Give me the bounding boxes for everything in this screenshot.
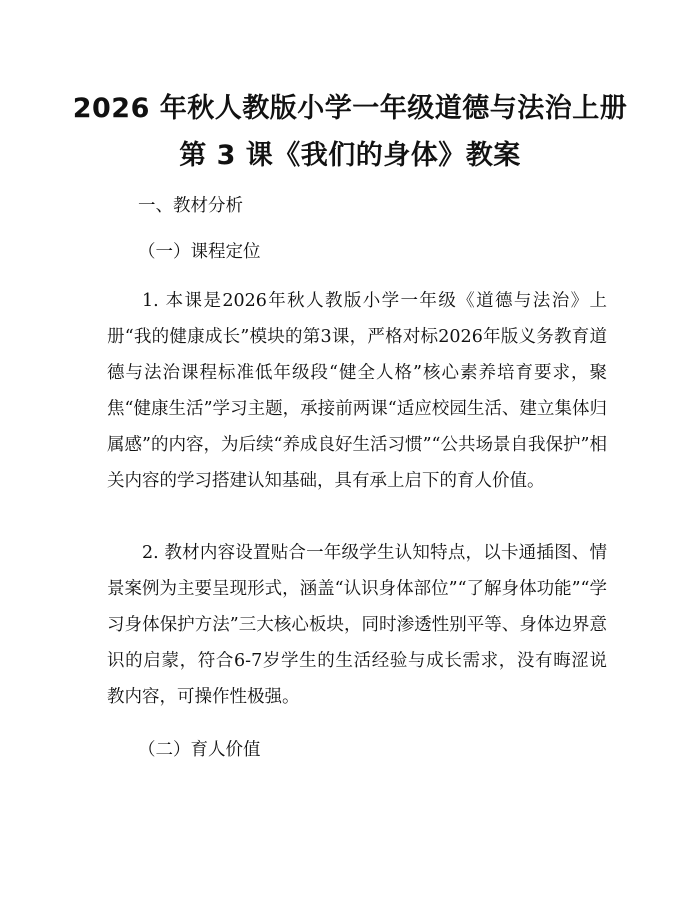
paragraph-1: 1. 本课是2026年秋人教版小学一年级《道德与法治》上册“我的健康成长”模块的第3课，严格对标2026年版义务教育道德与法治课程标准低年级段“健全人格”核心素养培育要求，聚焦“健康生活”学习主题，承接前两课“适应校园生活、建立集体归属感”的内容，为后续“养成良好生活习惯”“公共场景自我保护”相关内容的学习搭建认知基础，具有承上启下的育人价值。 <box>107 291 607 491</box>
paragraph-2: 2. 教材内容设置贴合一年级学生认知特点，以卡通插图、情景案例为主要呈现形式，涵盖“认识身体部位”“了解身体功能”“学习身体保护方法”三大核心板块，同时渗透性别平等、身体边界意识的启蒙，符合6-7岁学生的生活经验与成长需求，没有晦涩说教内容，可操作性极强。 <box>107 543 607 707</box>
subsection-heading-educational-value: （二）育人价值 <box>138 740 261 760</box>
subsection-heading-course-positioning: （一）课程定位 <box>138 242 261 262</box>
document-title-line-2: 第 3 课《我们的身体》教案 <box>179 140 521 171</box>
section-heading-textbook-analysis: 一、教材分析 <box>138 196 243 216</box>
document-title-line-1: 2026 年秋人教版小学一年级道德与法治上册 <box>72 93 628 124</box>
